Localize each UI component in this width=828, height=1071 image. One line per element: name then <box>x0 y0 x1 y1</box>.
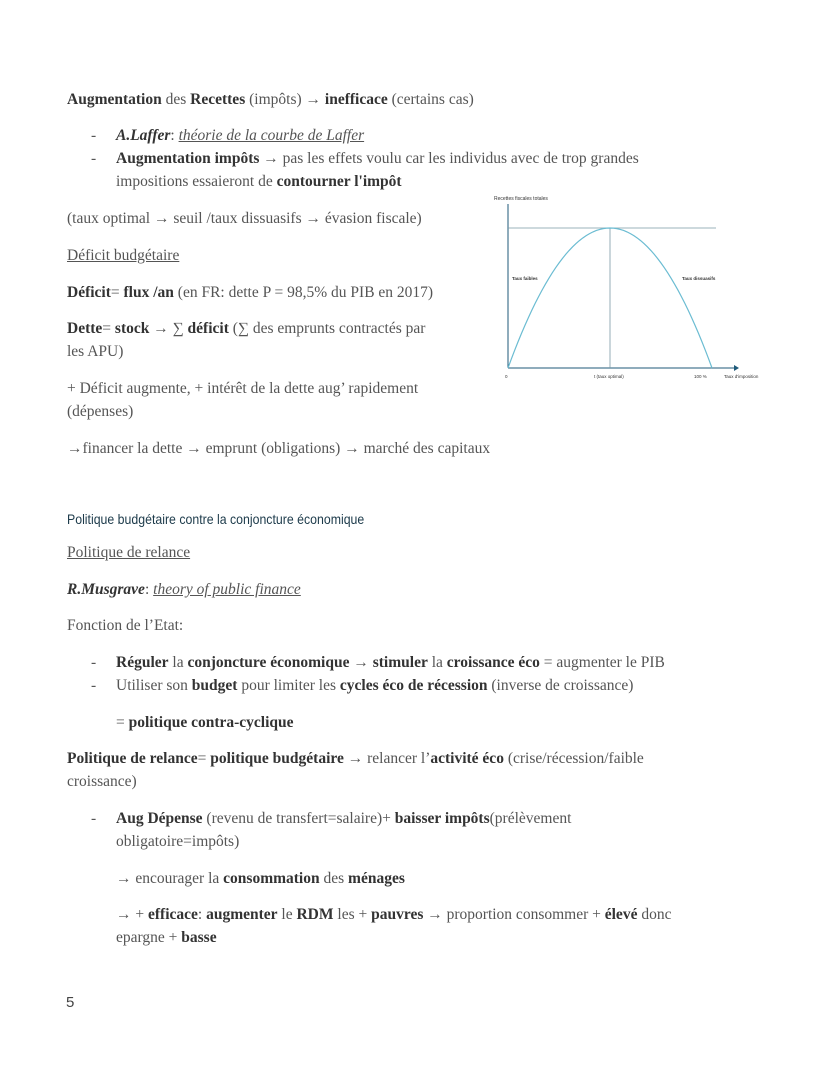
intro-line: Augmentation des Recettes (impôts) → inefficace (certains cas) <box>67 91 474 108</box>
x-axis-label: Taux d'imposition <box>724 374 759 379</box>
politique-relance-line-cont: croissance) <box>67 773 137 790</box>
annotation-taux-dissuasifs: Taux dissuasifs <box>682 276 716 281</box>
subheading-deficit: Déficit budgétaire <box>67 247 180 264</box>
dette-line: Dette= stock → ∑ déficit (∑ des emprunts contractés par <box>67 320 426 337</box>
taux-optimal-line: (taux optimal → seuil /taux dissuasifs → évasion fiscale) <box>67 210 422 227</box>
annotation-taux-faibles: Taux faibles <box>512 276 538 281</box>
bullet-aug-depense-cont: obligatoire=impôts) <box>116 833 240 850</box>
deficit-line: Déficit= flux /an (en FR: dette P = 98,5% du PIB en 2017) <box>67 284 434 301</box>
musgrave-line: R.Musgrave: theory of public finance <box>67 581 301 598</box>
x-tick-optimal: t (taux optimal) <box>594 374 624 379</box>
x-axis-arrow <box>734 365 739 371</box>
fonction-etat-line: Fonction de l’Etat: <box>67 617 184 634</box>
bullet-augmentation-impots-cont: impositions essaieront de contourner l'impôt <box>116 173 402 190</box>
laffer-curve-chart <box>488 190 759 390</box>
encourager-consommation-line: → encourager la consommation des ménages <box>116 870 405 887</box>
deficit-augmente-line: + Déficit augmente, + intérêt de la dette aug’ rapidement <box>67 380 419 397</box>
subheading-relance: Politique de relance <box>67 544 191 561</box>
section-heading: Politique budgétaire contre la conjoncture économique <box>67 511 365 527</box>
efficace-line-cont: epargne + basse <box>116 929 217 946</box>
x-tick-0: 0 <box>505 374 508 379</box>
x-tick-100: 100 % <box>694 374 707 379</box>
efficace-line: → + efficace: augmenter le RDM les + pauvres → proportion consommer + élevé donc <box>116 906 672 923</box>
contra-cyclique-line: = politique contra-cyclique <box>116 714 294 731</box>
page-number: 5 <box>66 994 75 1011</box>
politique-relance-line: Politique de relance= politique budgétaire → relancer l’activité éco (crise/récession/faible <box>67 750 644 767</box>
financer-dette-line: →financer la dette → emprunt (obligations) → marché des capitaux <box>67 440 491 457</box>
dette-line-cont: les APU) <box>67 343 124 360</box>
y-axis-label: Recettes fiscales totales <box>494 196 548 202</box>
deficit-augmente-line-cont: (dépenses) <box>67 403 134 420</box>
